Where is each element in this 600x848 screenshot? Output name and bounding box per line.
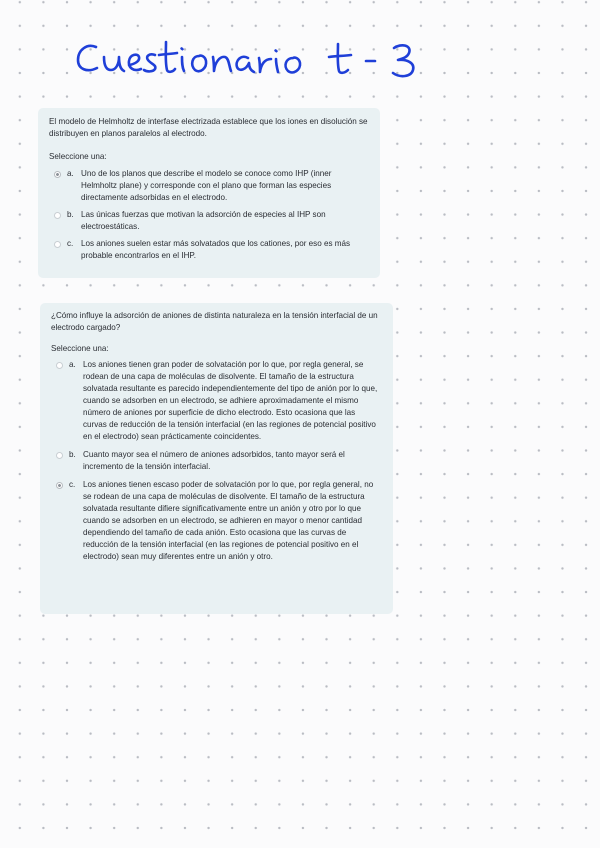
answer-option-c[interactable] <box>51 479 381 563</box>
option-text: Los aniones tienen gran poder de solvatación por lo que, por regla general, se rodean de una capa de moléculas de disolvente. El tamaño de la estructura solvatada resultante es parecido independientemente del tipo de anión por lo que, cuando se adsorben en un electrodo, se adhiere aproximadamente el mismo número de aniones por superficie de dicho electrodo. Esto ocasiona que las curvas de reducción de la tensión interfacial (en las regiones de potencial positivo en el electrodo) sean prácticamente coincidentes. <box>83 360 378 441</box>
radio-button-selected[interactable] <box>56 482 63 489</box>
select-prompt: Seleccione una: <box>51 344 109 353</box>
option-letter: c. <box>67 239 74 248</box>
answer-option-a[interactable] <box>51 359 381 443</box>
option-text: Uno de los planos que describe el modelo se conoce como IHP (inner Helmholtz plane) y corresponde con el plano que forman las especies directamente adsorbidas en el electrodo. <box>81 169 332 202</box>
answer-option-a[interactable] <box>49 168 368 204</box>
select-prompt: Seleccione una: <box>49 152 107 161</box>
option-letter: a. <box>69 360 76 369</box>
option-letter: c. <box>69 480 76 489</box>
option-text: Las únicas fuerzas que motivan la adsorción de especies al IHP son electroestáticas. <box>81 210 326 231</box>
answer-option-c[interactable] <box>49 238 368 262</box>
question-card-1 <box>38 108 380 278</box>
option-letter: b. <box>67 210 74 219</box>
radio-button[interactable] <box>56 452 63 459</box>
option-text: Los aniones tienen escaso poder de solvatación por lo que, por regla general, no se rodean de una capa de moléculas de disolvente. El tamaño de la estructura solvatada resultante difiere significativamente entre un anión y otro por lo que cuando se adsorben en un electrodo, se adhieren en mayor o menor cantidad dependiendo del tamaño de cada anión. Esto ocasiona que las curvas de reducción de la tensión interfacial (en las regiones de potencial positivo en el electrodo) sean muy diferentes entre un anión y otro. <box>83 480 374 561</box>
radio-button[interactable] <box>54 212 61 219</box>
option-letter: a. <box>67 169 74 178</box>
question-text: El modelo de Helmholtz de interfase electrizada establece que los iones en disolución se distribuyen en planos paralelos al electrodo. <box>49 117 368 138</box>
question-text: ¿Cómo influye la adsorción de aniones de distinta naturaleza en la tensión interfacial de un electrodo cargado? <box>51 311 378 332</box>
answer-option-b[interactable] <box>49 209 368 233</box>
option-text: Cuanto mayor sea el número de aniones adsorbidos, tanto mayor será el incremento de la tensión interfacial. <box>83 450 345 471</box>
option-letter: b. <box>69 450 76 459</box>
radio-button-selected[interactable] <box>54 171 61 178</box>
radio-button[interactable] <box>56 362 63 369</box>
handwritten-title-drawing <box>74 30 434 90</box>
radio-button[interactable] <box>54 241 61 248</box>
option-text: Los aniones suelen estar más solvatados que los cationes, por eso es más probable encontrarlos en el IHP. <box>81 239 351 260</box>
answer-option-b[interactable] <box>51 449 381 473</box>
question-card-2 <box>40 303 393 614</box>
handwritten-title <box>74 30 434 90</box>
